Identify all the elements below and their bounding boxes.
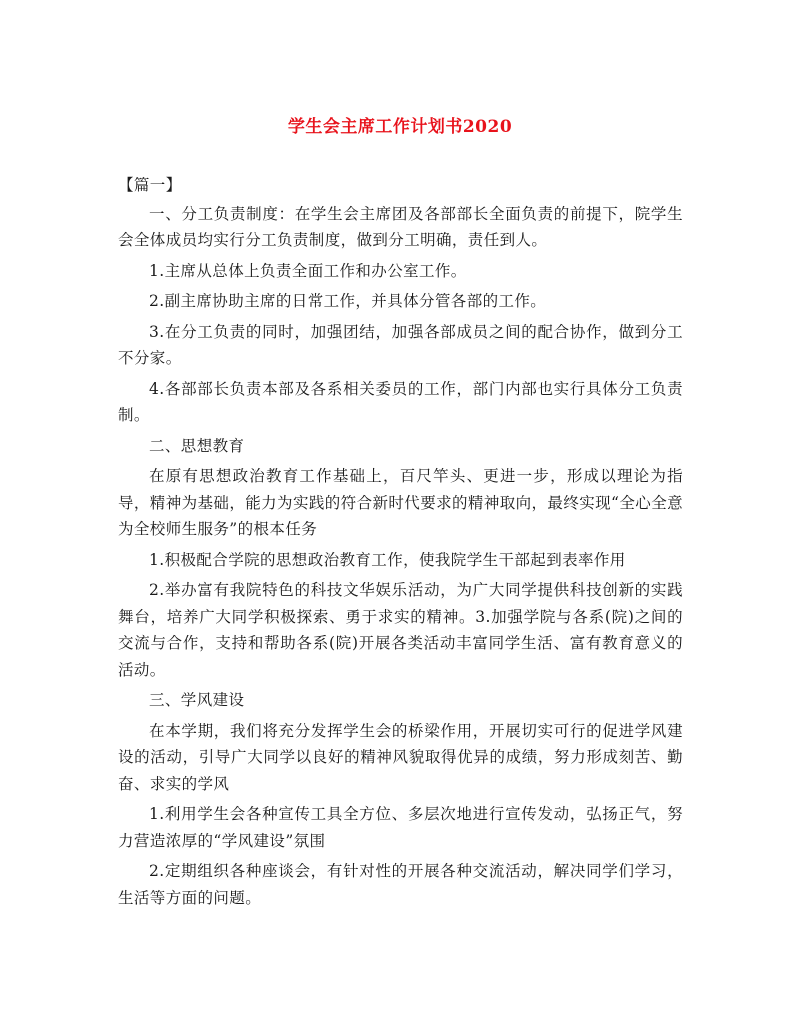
paragraph-item: 2.副主席协助主席的日常工作，并具体分管各部的工作。 <box>149 292 547 310</box>
paragraph-study-style-intro: 在本学期，我们将充分发挥学生会的桥梁作用，开展切实可行的促进学风建设的活动，引导广大同学以良好的精神风貌取得优异的成绩，努力形成刻苦、勤奋、求实的学风 <box>118 721 683 793</box>
paragraph-item: 2.定期组织各种座谈会，有针对性的开展各种交流活动，解决同学们学习，生活等方面的问题。 <box>118 862 683 907</box>
paragraph-item: 4.各部部长负责本部及各系相关委员的工作，部门内部也实行具体分工负责制。 <box>118 379 683 424</box>
section-label: 【篇一】 <box>118 176 182 194</box>
paragraph-item: 1.主席从总体上负责全面工作和办公室工作。 <box>149 261 467 280</box>
document-body <box>118 172 683 915</box>
paragraph-item: 3.在分工负责的同时，加强团结，加强各部成员之间的配合协作，做到分工不分家。 <box>118 322 683 367</box>
section-heading-study-style: 三、学风建设 <box>149 691 245 709</box>
section-heading-ideology: 二、思想教育 <box>149 436 245 455</box>
document-title: 学生会主席工作计划书2020 <box>287 117 513 137</box>
paragraph-item: 1.利用学生会各种宣传工具全方位、多层次地进行宣传发动，弘扬正气，努力营造浓厚的“学风建设”氛围 <box>118 805 683 850</box>
paragraph-division-of-labor: 一、分工负责制度：在学生会主席团及各部部长全面负责的前提下，院学生会全体成员均实行分工负责制度，做到分工明确，责任到人。 <box>118 204 683 249</box>
paragraph-ideology-intro: 在原有思想政治教育工作基础上，百尺竿头、更进一步，形成以理论为指导，精神为基础，能力为实践的符合新时代要求的精神取向，最终实现“全心全意为全校师生服务”的根本任务 <box>118 467 683 538</box>
paragraph-item: 2.举办富有我院特色的科技文华娱乐活动，为广大同学提供科技创新的实践舞台，培养广大同学积极探索、勇于求实的精神。3.加强学院与各系(院)之间的交流与合作，支持和帮助各系(院)开展各类活动丰富同学生活、富有教育意义的活动。 <box>118 581 683 679</box>
paragraph-item: 1.积极配合学院的思想政治教育工作，使我院学生干部起到表率作用 <box>149 550 626 569</box>
